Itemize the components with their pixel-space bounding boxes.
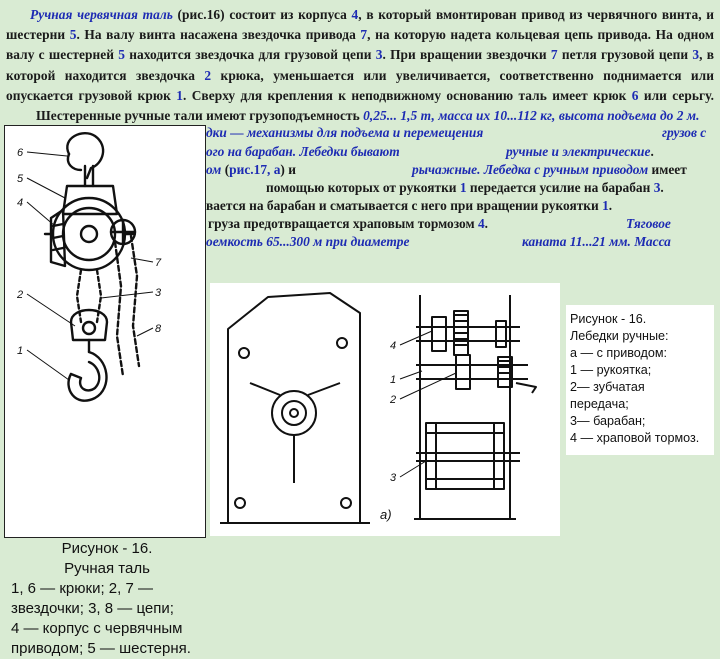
text-line-1-end: грузов с bbox=[662, 125, 707, 140]
winch-label-4: 4 bbox=[390, 340, 397, 352]
hand-hoist-figure bbox=[4, 125, 206, 657]
text-line-7-end: каната 11...21 мм. Масса bbox=[522, 234, 671, 249]
label-1: 1 bbox=[17, 345, 24, 357]
text-line-3: ом (рис.17, а) и bbox=[206, 162, 296, 177]
label-8: 8 bbox=[155, 323, 162, 335]
text-line-2: ого на барабан. Лебедки бывают bbox=[206, 144, 400, 159]
text-line-2-end: ручные и электрические. bbox=[506, 144, 654, 159]
text-line-6: груза предотвращается храповым тормозом 4. bbox=[208, 216, 489, 231]
text-line-4: помощью которых от рукоятки 1 передается усилие на барабан 3. bbox=[266, 180, 664, 195]
left-caption: Рисунок - 16. Ручная таль 1, 6 — крюки; 2, 7 — звездочки; 3, 8 — цепи; 4 — корпус с червячным приводом; 5 — шестерня. bbox=[11, 539, 203, 659]
hoist-drawing bbox=[5, 126, 205, 416]
winch-sub-label: а) bbox=[380, 507, 392, 522]
winch-label-1: 1 bbox=[390, 374, 397, 386]
label-2: 2 bbox=[17, 289, 24, 301]
left-caption-name: Ручная таль bbox=[64, 560, 150, 577]
left-caption-title: Рисунок - 16. bbox=[61, 540, 153, 557]
winch-caption: Рисунок - 16. Лебедки ручные: а — с приводом: 1 — рукоятка; 2— зубчатая передача; 3— барабан; 4 — храповой тормоз. bbox=[570, 312, 700, 445]
term-worm-hoist: Ручная червячная таль bbox=[30, 7, 173, 22]
winch-label-2: 2 bbox=[390, 394, 397, 406]
text-line-3-end: рычажные. Лебедка с ручным приводом имеет bbox=[412, 162, 687, 177]
label-6: 6 bbox=[17, 147, 24, 159]
label-3: 3 bbox=[155, 287, 162, 299]
winch-label-3: 3 bbox=[390, 472, 397, 484]
text-line-5: вается на барабан и сматывается с него при вращении рукоятки 1. bbox=[206, 198, 613, 213]
intro-paragraph: Ручная червячная таль (рис.16) состоит из корпуса 4, в который вмонтирован привод из червячного винта, и шестерни 5. На валу винта насажена звездочка привода 7, на которую надета кольцевая цепь привода. На одном валу с шестерней 5 находится звездочка для грузовой цепи 3. При вращении звездочки 7 петля грузовой цепи 3, в которой находится звездочка 2 крюка, уменьшается или увеличивается, соответственно поднимается или опускается грузовой крюк 1. Сверху для крепления к неподвижному основанию таль имеет крюк 6 или серьгу.Шестеренные ручные тали имеют грузоподъемность 0,25... 1,5 т, масса их 10...112 кг, высота подъема до 2 м. bbox=[6, 7, 715, 124]
label-7: 7 bbox=[155, 257, 162, 269]
label-4: 4 bbox=[17, 197, 24, 209]
label-5: 5 bbox=[17, 173, 24, 185]
text-line-6-end: Тяговое bbox=[626, 216, 671, 231]
winch-figure bbox=[210, 283, 560, 536]
text-line-7: оемкость 65...300 м при диаметре bbox=[206, 234, 410, 249]
winch-drawing bbox=[210, 283, 560, 536]
winch-caption-panel bbox=[566, 305, 714, 455]
text-line-1: дки — механизмы для подъема и перемещения bbox=[206, 125, 484, 140]
